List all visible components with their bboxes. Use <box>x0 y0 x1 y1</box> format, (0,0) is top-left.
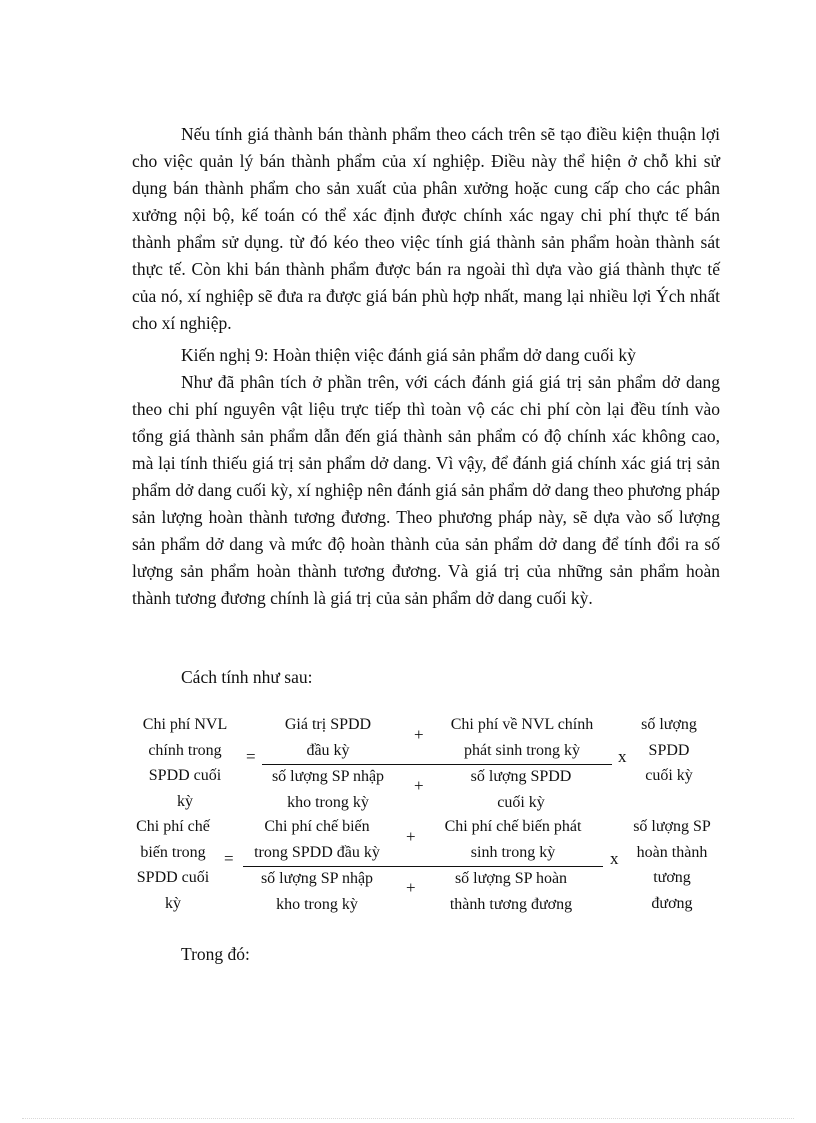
formula2-denominator-a: số lượng SP nhập kho trong kỳ <box>260 870 374 913</box>
formula1-equals: = <box>246 747 256 766</box>
formula1-numerator-a: Giá trị SPDD đầu kỳ <box>284 716 372 759</box>
formula2-rhs: số lượng SP hoàn thành tương đương <box>633 818 711 912</box>
formula1-times: x <box>618 747 627 766</box>
formula1-numerator-plus: + <box>414 725 424 744</box>
formula2-equals: = <box>224 849 234 868</box>
formula1-rhs: số lượng SPDD cuối kỳ <box>641 716 697 784</box>
formula1-lhs: Chi phí NVL chính trong SPDD cuối kỳ <box>142 716 228 810</box>
formula2-numerator-a: Chi phí chế biến trong SPDD đầu kỳ <box>254 818 380 861</box>
formula2-numerator-b: Chi phí chế biến phát sinh trong kỳ <box>444 818 582 861</box>
paragraph-analysis: Như đã phân tích ở phần trên, với cách đánh giá giá trị sản phẩm dở dang theo chi phí nguyên vật liệu trực tiếp thì toàn vộ các chi phí còn lại đều tính vào tổng giá thành sản phẩm dẫn đến giá thành sản phẩm có độ chính xác không cao, mà lại tính thiếu giá trị sản phẩm dở dang. Vì vậy, để đánh giá chính xác giá trị sản phẩm dở dang cuối kỳ, xí nghiệp nên đánh giá sản phẩm dở dang theo phương pháp sản lượng hoàn thành tương đương. Theo phương pháp này, sẽ dựa vào số lượng sản phẩm dở dang và mức độ hoàn thành của sản phẩm dở dang để tính đổi ra số lượng sản phẩm hoàn thành tương đương. Và giá trị của những sản phẩm hoàn thành tương đương chính là giá trị của sản phẩm dở dang cuối kỳ. <box>132 372 720 608</box>
formula1-numerator-b: Chi phí về NVL chính phát sinh trong kỳ <box>450 716 594 759</box>
formula1-denominator-plus: + <box>414 776 424 795</box>
formula1-denominator-b: số lượng SPDD cuối kỳ <box>470 768 572 811</box>
page-bottom-border <box>22 1118 794 1119</box>
method-label: Cách tính như sau: <box>181 667 313 687</box>
formula2-times: x <box>610 849 619 868</box>
formula1-denominator-a: số lượng SP nhập kho trong kỳ <box>271 768 385 811</box>
paragraph-intro: Nếu tính giá thành bán thành phẩm theo cách trên sẽ tạo điều kiện thuận lợi cho việc quản lý bán thành phẩm của xí nghiệp. Điều này thể hiện ở chỗ khi sử dụng bán thành phẩm cho sản xuất của phân xưởng hoặc cung cấp cho các phân xưởng nội bộ, kế toán có thể xác định được chính xác ngay chi phí thực tế bán thành phẩm sử dụng. từ đó kéo theo việc tính giá thành sản phẩm hoàn thành sát thực tế. Còn khi bán thành phẩm được bán ra ngoài thì dựa vào giá thành thực tế của nó, xí nghiệp sẽ đưa ra được giá bán phù hợp nhất, mang lại nhiều lợi Ých nhất cho xí nghiệp. <box>132 124 720 333</box>
where-label: Trong đó: <box>181 944 250 964</box>
formula2-numerator-plus: + <box>406 827 416 846</box>
formula2-denominator-plus: + <box>406 878 416 897</box>
formula2-lhs: Chi phí chế biến trong SPDD cuối kỳ <box>136 818 210 912</box>
recommendation-heading: Kiến nghị 9: Hoàn thiện việc đánh giá sản phẩm dở dang cuối kỳ <box>181 345 636 365</box>
formula2-denominator-b: số lượng SP hoàn thành tương đương <box>449 870 573 913</box>
